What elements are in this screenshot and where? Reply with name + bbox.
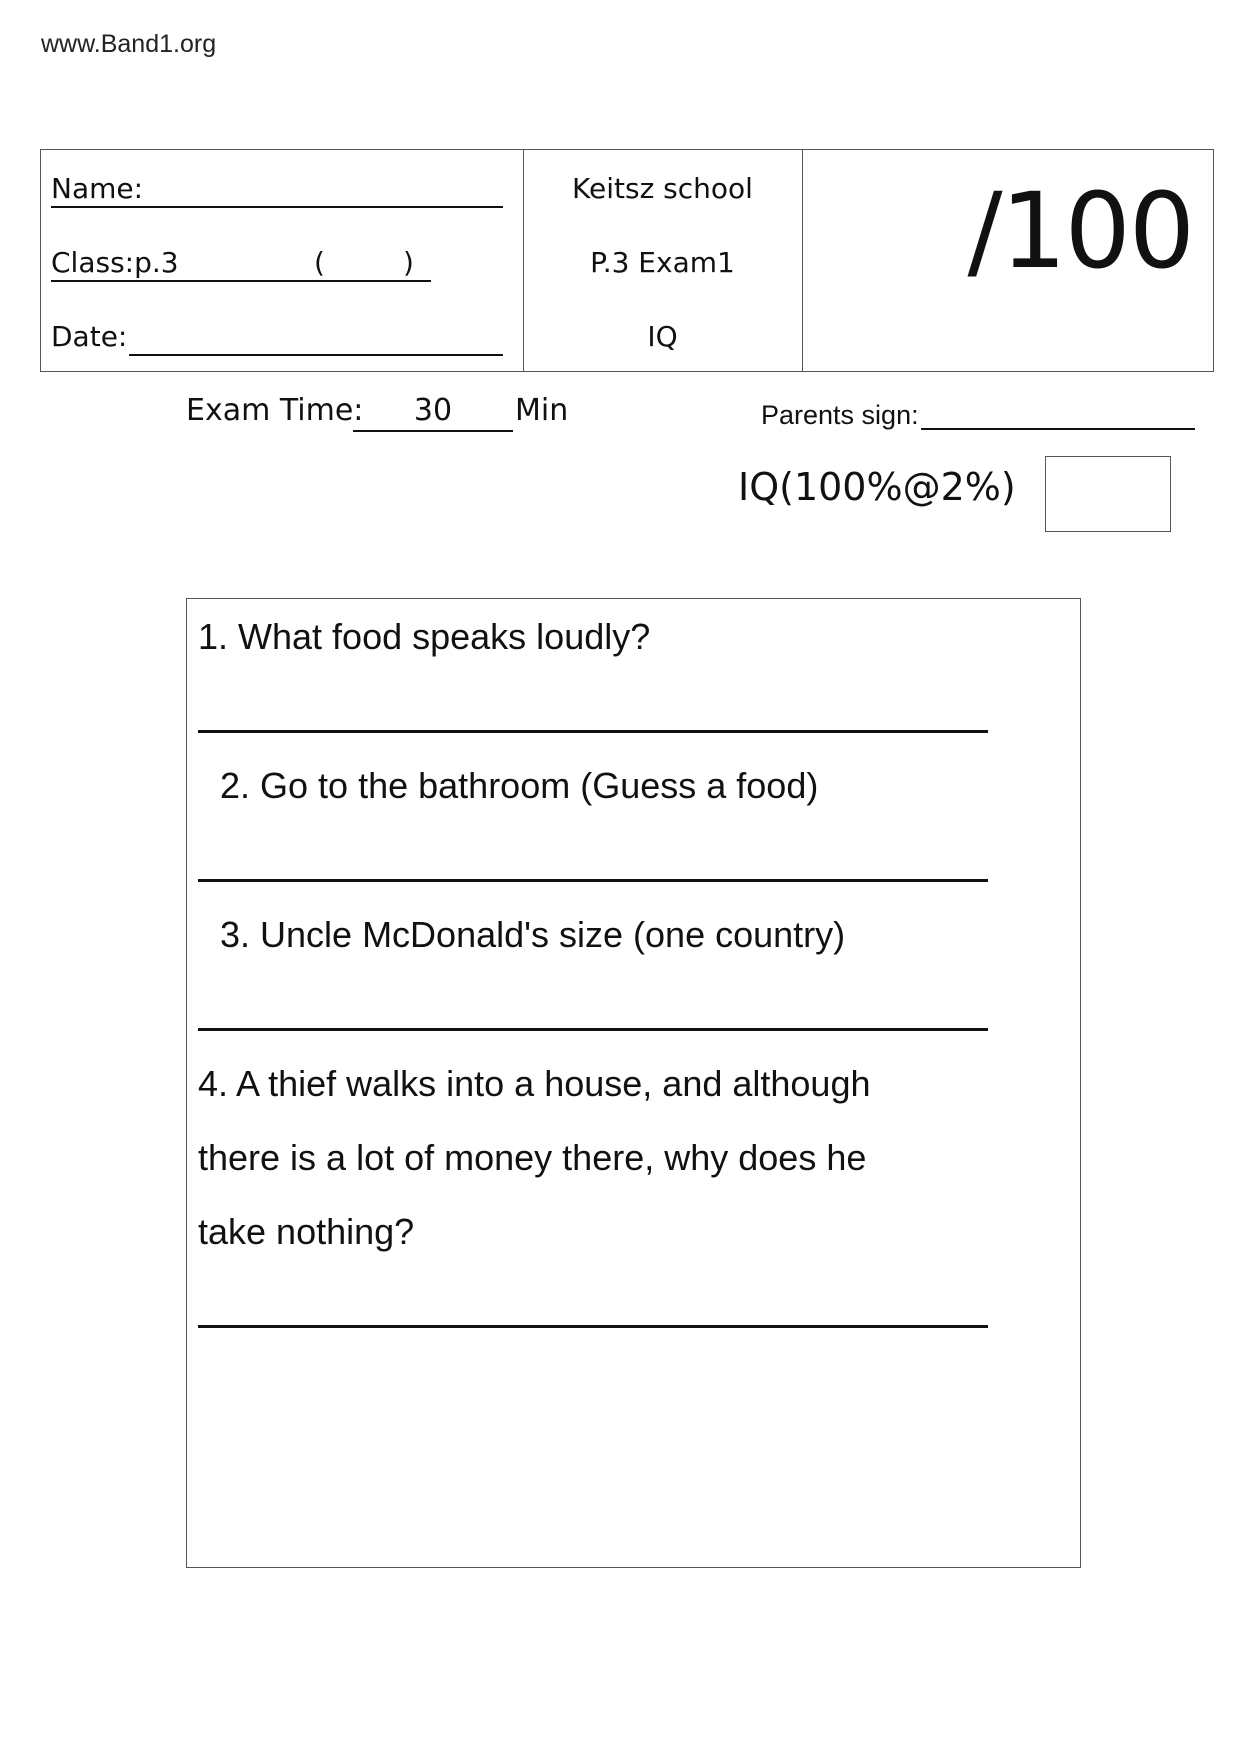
name-field[interactable] bbox=[51, 206, 503, 208]
school-name: Keitsz school bbox=[572, 172, 753, 205]
exam-time-unit: Min bbox=[515, 393, 569, 428]
answer-line-1[interactable] bbox=[198, 730, 988, 733]
iq-score-box[interactable] bbox=[1045, 456, 1171, 532]
question-4-line-1: 4. A thief walks into a house, and although bbox=[198, 1063, 871, 1104]
date-label: Date: bbox=[51, 320, 128, 353]
exam-time-label: Exam Time: bbox=[186, 393, 364, 428]
exam-title: P.3 Exam1 bbox=[590, 246, 735, 279]
header-table bbox=[40, 149, 1214, 372]
answer-line-3[interactable] bbox=[198, 1028, 988, 1031]
name-label: Name: bbox=[51, 172, 144, 205]
parents-sign-label: Parents sign: bbox=[761, 400, 919, 430]
class-number-open-paren: ( bbox=[314, 246, 325, 279]
question-4-line-3: take nothing? bbox=[198, 1211, 415, 1252]
table-divider bbox=[802, 150, 803, 371]
answer-line-2[interactable] bbox=[198, 879, 988, 882]
site-url: www.Band1.org bbox=[41, 30, 217, 58]
exam-subject: IQ bbox=[647, 320, 678, 353]
question-1: 1. What food speaks loudly? bbox=[198, 616, 651, 657]
class-number-close-paren: ) bbox=[403, 246, 414, 279]
question-3: 3. Uncle McDonald's size (one country) bbox=[220, 914, 846, 955]
iq-label: IQ(100%@2%) bbox=[738, 465, 1016, 509]
date-field[interactable] bbox=[129, 354, 503, 356]
answer-line-4[interactable] bbox=[198, 1325, 988, 1328]
exam-time-underline bbox=[353, 430, 513, 432]
class-label: Class:p.3 bbox=[51, 246, 179, 279]
question-4-line-2: there is a lot of money there, why does he bbox=[198, 1137, 867, 1178]
exam-time-value: 30 bbox=[413, 393, 453, 428]
score-total: /100 bbox=[967, 170, 1193, 292]
parents-sign-field[interactable] bbox=[921, 428, 1195, 430]
question-2: 2. Go to the bathroom (Guess a food) bbox=[220, 765, 819, 806]
questions-box bbox=[186, 598, 1081, 1568]
class-field[interactable] bbox=[51, 280, 431, 282]
